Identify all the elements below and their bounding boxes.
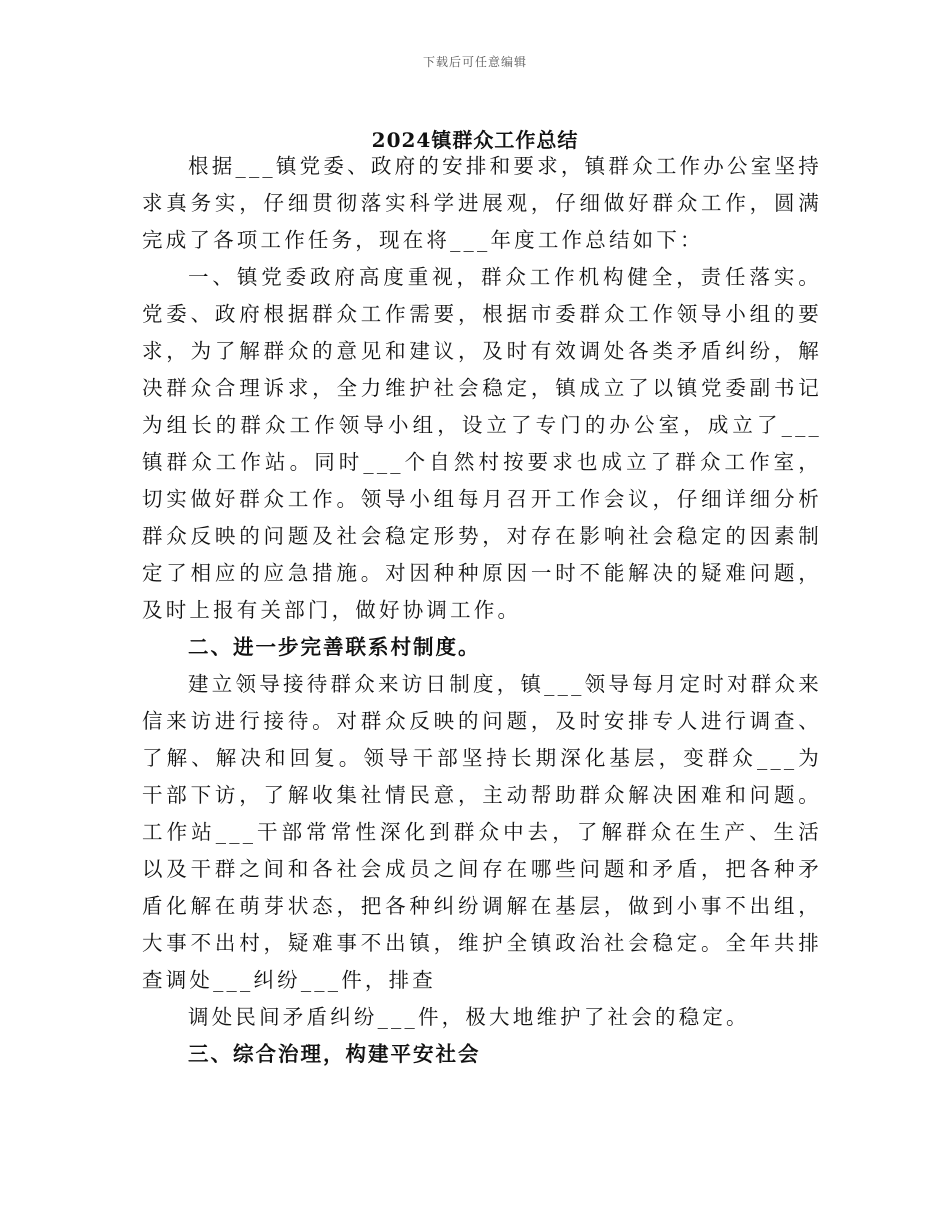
header-note: 下载后可任意编辑 [422,55,527,69]
section-one-paragraph: 一、镇党委政府高度重视，群众工作机构健全，责任落实。党委、政府根据群众工作需要，根据市委群众工作领导小组的要求，为了解群众的意见和建议，及时有效调处各类矛盾纠纷，解决群众合理诉求，全力维护社会稳定，镇成立了以镇党委副书记为组长的群众工作领导小组，设立了专门的办公室，成立了___镇群众工作站。同时___个自然村按要求也成立了群众工作室，切实做好群众工作。领导小组每月召开工作会议，仔细详细分析群众反映的问题及社会稳定形势，对存在影响社会稳定的因素制定了相应的应急措施。对因种种原因一时不能解决的疑难问题，及时上报有关部门，做好协调工作。 [142,265,822,622]
section-two-continuation: 调处民间矛盾纠纷___件，极大地维护了社会的稳定。 [188,1005,750,1029]
section-two-paragraph: 建立领导接待群众来访日制度，镇___领导每月定时对群众来信来访进行接待。对群众反映的问题，及时安排专人进行调查、了解、解决和回复。领导干部坚持长期深化基层，变群众___为干部下访，了解收集社情民意，主动帮助群众解决困难和问题。工作站___干部常常性深化到群众中去，了解群众在生产、生活以及干群之间和各社会成员之间存在哪些问题和矛盾，把各种矛盾化解在萌芽状态，把各种纠纷调解在基层，做到小事不出组，大事不出村，疑难事不出镇，维护全镇政治社会稳定。全年共排查调处___纠纷___件，排查 [142,672,822,992]
section-two-heading: 二、进一步完善联系村制度。 [188,635,481,659]
intro-paragraph: 根据___镇党委、政府的安排和要求，镇群众工作办公室坚持求真务实，仔细贯彻落实科学进展观，仔细做好群众工作，圆满完成了各项工作任务，现在将___年度工作总结如下： [142,154,822,252]
document-body [142,148,822,1073]
document-title: 2024镇群众工作总结 [371,128,579,152]
section-three-heading: 三、综合治理，构建平安社会 [188,1042,481,1066]
